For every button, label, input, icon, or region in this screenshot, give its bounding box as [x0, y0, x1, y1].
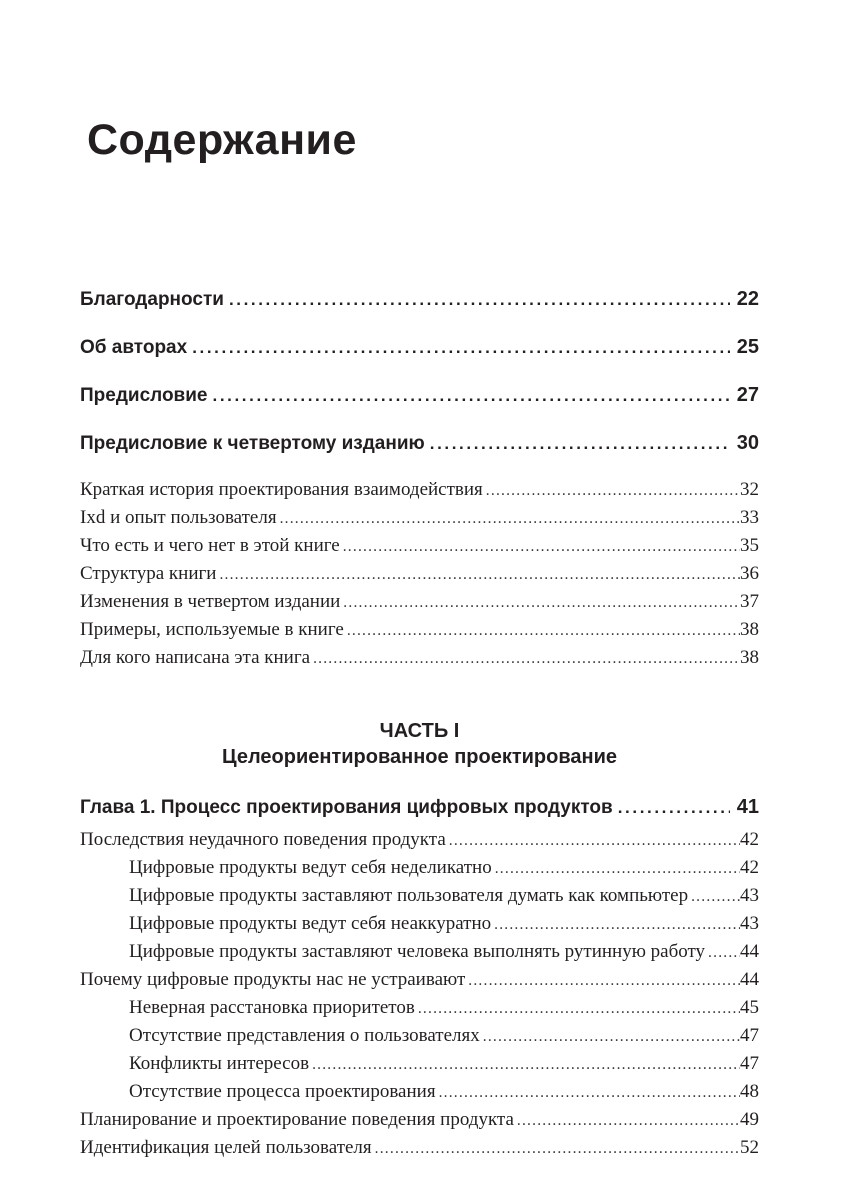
toc-entry: [80, 1134, 759, 1162]
toc-entry: [80, 284, 759, 315]
dot-leader: [495, 855, 740, 882]
dot-leader: [313, 645, 740, 672]
toc-entry: [80, 380, 759, 411]
toc-entry: [80, 476, 759, 504]
dot-leader: [708, 939, 740, 966]
toc-entry-page: 42: [740, 857, 759, 878]
toc-entry-page: 38: [740, 619, 759, 640]
part-title: Целеориентированное проектирование: [221, 746, 618, 768]
toc-entry-label: Изменения в четвертом издании: [80, 591, 341, 612]
toc-entry-label: Отсутствие представления о пользователях: [129, 1025, 480, 1046]
toc-entry-page: 45: [740, 997, 759, 1018]
chapter-heading-page: 41: [736, 796, 759, 818]
toc-entry: [80, 826, 759, 854]
dot-leader: [486, 477, 740, 504]
dot-leader: [343, 589, 740, 616]
dot-leader: [517, 1107, 740, 1134]
toc-entry: [80, 1022, 759, 1050]
toc-entry: [80, 938, 759, 966]
front-matter-list: [80, 284, 759, 459]
toc-entry-page: 22: [736, 288, 759, 310]
toc-entry-label: Неверная расстановка приоритетов: [129, 997, 415, 1018]
dot-leader: [192, 333, 730, 363]
dot-leader: [691, 883, 740, 910]
toc-entry-page: 49: [740, 1109, 759, 1130]
dot-leader: [494, 911, 740, 938]
toc-entry-page: 44: [740, 969, 759, 990]
dot-leader: [418, 995, 740, 1022]
dot-leader: [312, 1051, 740, 1078]
dot-leader: [618, 793, 730, 823]
chapter-heading-label: Глава 1. Процесс проектирования цифровых продуктов: [80, 797, 613, 818]
toc-entry-label: Конфликты интересов: [129, 1053, 310, 1074]
toc-entry: [80, 644, 759, 672]
toc-entry-page: 36: [740, 563, 759, 584]
dot-leader: [468, 967, 740, 994]
dot-leader: [229, 285, 730, 315]
toc-entry-label: Цифровые продукты заставляют человека выполнять рутинную работу: [129, 941, 706, 962]
toc-entry: [80, 560, 759, 588]
toc-entry-label: Что есть и чего нет в этой книге: [80, 535, 340, 556]
toc-entry-page: 37: [740, 591, 759, 612]
toc-entry: [80, 854, 759, 882]
toc-entry-page: 38: [740, 647, 759, 668]
toc-entry-label: Предисловие: [80, 385, 208, 406]
toc-entry-page: 47: [740, 1025, 759, 1046]
toc-entry: [80, 910, 759, 938]
toc-entry-page: 48: [740, 1081, 759, 1102]
toc-entry-page: 32: [740, 479, 759, 500]
toc-entry: [80, 532, 759, 560]
page-title: Содержание: [87, 116, 357, 164]
toc-entry-label: Об авторах: [80, 337, 188, 358]
toc-entry-label: Последствия неудачного поведения продукта: [80, 829, 446, 850]
toc-entry-label: Цифровые продукты ведут себя неделикатно: [129, 857, 492, 878]
chapter-heading: [80, 792, 759, 823]
dot-leader: [280, 505, 740, 532]
part-kicker: ЧАСТЬ I: [379, 720, 460, 742]
toc-entry-label: Для кого написана эта книга: [80, 647, 311, 668]
dot-leader: [347, 617, 740, 644]
toc-entry-label: Предисловие к четвертому изданию: [80, 433, 425, 454]
toc-entry-label: Отсутствие процесса проектирования: [129, 1081, 436, 1102]
toc-entry-page: 42: [740, 829, 759, 850]
dot-leader: [439, 1079, 740, 1106]
toc-entry-page: 52: [740, 1137, 759, 1158]
dot-leader: [483, 1023, 740, 1050]
toc-entry: [80, 428, 759, 459]
toc-entry: [80, 616, 759, 644]
dot-leader: [343, 533, 740, 560]
toc-entry-label: Примеры, используемые в книге: [80, 619, 344, 640]
toc-entry-page: 43: [740, 913, 759, 934]
toc-entry-label: Цифровые продукты ведут себя неаккуратно: [129, 913, 492, 934]
dot-leader: [449, 827, 740, 854]
toc-entry: [80, 1078, 759, 1106]
toc-entry: [80, 588, 759, 616]
toc-entry-page: 43: [740, 885, 759, 906]
toc-entry: [80, 1106, 759, 1134]
chapter-section-list: [80, 826, 759, 1162]
toc-entry-label: Цифровые продукты заставляют пользователя думать как компьютер: [129, 885, 689, 906]
toc-entry: [80, 1050, 759, 1078]
toc-entry-page: 33: [740, 507, 759, 528]
toc-entry-page: 47: [740, 1053, 759, 1074]
toc-entry-label: Планирование и проектирование поведения продукта: [80, 1109, 514, 1130]
toc-entry-page: 25: [736, 336, 759, 358]
toc-entry-label: Ixd и опыт пользователя: [80, 507, 277, 528]
toc-entry: [80, 332, 759, 363]
toc-entry-label: Структура книги: [80, 563, 217, 584]
toc-entry-label: Благодарности: [80, 289, 224, 310]
toc-entry-page: 44: [740, 941, 759, 962]
toc-entry: [80, 882, 759, 910]
dot-leader: [219, 561, 740, 588]
toc-entry-label: Идентификация целей пользователя: [80, 1137, 372, 1158]
toc-entry: [80, 966, 759, 994]
toc-entry-page: 27: [736, 384, 759, 406]
toc-entry-label: Краткая история проектирования взаимодействия: [80, 479, 483, 500]
toc-entry-page: 35: [740, 535, 759, 556]
dot-leader: [430, 429, 730, 459]
part-heading: [80, 718, 759, 770]
toc-entry-label: Почему цифровые продукты нас не устраивают: [80, 969, 466, 990]
preface-section-list: [80, 476, 759, 672]
dot-leader: [375, 1135, 740, 1162]
toc-entry-page: 30: [736, 432, 759, 454]
toc-entry: [80, 994, 759, 1022]
toc-entry: [80, 504, 759, 532]
dot-leader: [213, 381, 730, 411]
